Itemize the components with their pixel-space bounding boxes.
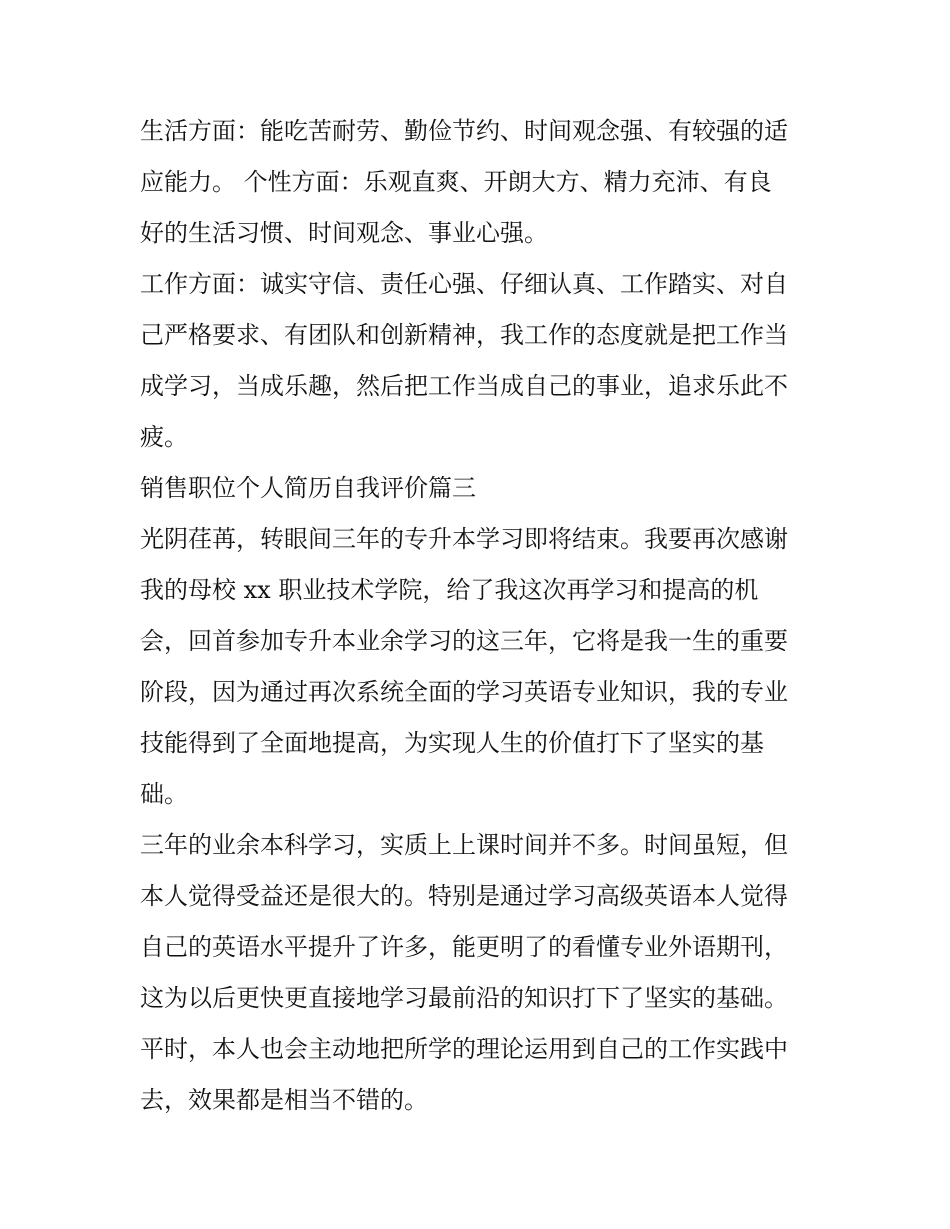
- text-line: 光阴荏苒，转眼间三年的专升本学习即将结束。我要再次感谢: [140, 525, 788, 553]
- text-line: 平时，本人也会主动地把所学的理论运用到自己的工作实践中: [140, 1035, 788, 1063]
- text-line: 去，效果都是相当不错的。: [140, 1086, 428, 1114]
- text-line: 应能力。 个性方面：乐观直爽、开朗大方、精力充沛、有良: [140, 168, 772, 196]
- text-line: 阶段，因为通过再次系统全面的学习英语专业知识，我的专业: [140, 678, 788, 706]
- paragraph-study-benefit: [140, 820, 812, 1126]
- text-line: 好的生活习惯、时间观念、事业心强。: [140, 219, 548, 247]
- text-line: 这为以后更快更直接地学习最前沿的知识打下了坚实的基础。: [140, 984, 788, 1012]
- text-line: 技能得到了全面地提高，为实现人生的价值打下了坚实的基: [140, 729, 764, 757]
- document-body: [140, 106, 812, 1126]
- section-heading: [140, 463, 812, 514]
- heading-text: 销售职位个人简历自我评价篇三: [140, 474, 476, 502]
- text-line: 成学习，当成乐趣，然后把工作当成自己的事业，追求乐此不: [140, 372, 788, 400]
- text-line: 己严格要求、有团队和创新精神，我工作的态度就是把工作当: [140, 321, 788, 349]
- text-line: 三年的业余本科学习，实质上上课时间并不多。时间虽短，但: [140, 831, 788, 859]
- text-line: 础。: [140, 780, 188, 808]
- paragraph-study-intro: [140, 514, 812, 820]
- text-line: 工作方面：诚实守信、责任心强、仔细认真、工作踏实、对自: [140, 270, 788, 298]
- text-line: 本人觉得受益还是很大的。特别是通过学习高级英语本人觉得: [140, 882, 788, 910]
- text-line: 会，回首参加专升本业余学习的这三年，它将是我一生的重要: [140, 627, 788, 655]
- paragraph-work: [140, 259, 812, 463]
- paragraph-life: [140, 106, 812, 259]
- text-line: 疲。: [140, 423, 188, 451]
- text-line: 生活方面：能吃苦耐劳、勤俭节约、时间观念强、有较强的适: [140, 117, 788, 145]
- text-line: 自己的英语水平提升了许多，能更明了的看懂专业外语期刊，: [140, 933, 788, 961]
- text-line: 我的母校 xx 职业技术学院，给了我这次再学习和提高的机: [140, 576, 759, 604]
